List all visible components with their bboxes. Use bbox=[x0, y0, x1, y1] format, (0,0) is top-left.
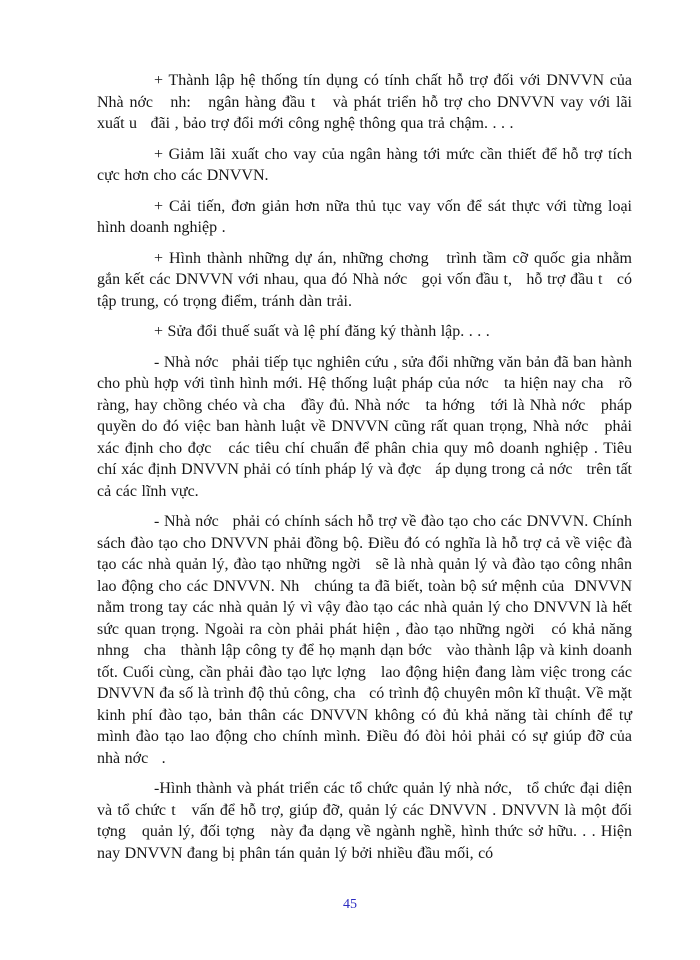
paragraph: + Thành lập hệ thống tín dụng có tính chất hỗ trợ đối với DNVVN của Nhà nớc nh: ngân hàng đầu t và phát triển hỗ trợ cho DNVVN vay với lãi xuất u đãi , bảo trợ đổi mới công nghệ thông qua trả chậm. . . . bbox=[97, 72, 637, 132]
page-number: 45 bbox=[343, 897, 357, 912]
paragraph: - Nhà nớc phải tiếp tục nghiên cứu , sửa đổi những văn bản đã ban hành cho phù hợp với tình hình mới. Hệ thống luật pháp của nớc ta hiện nay cha rõ ràng, hay chồng chéo và cha đầy đủ. Nhà nớc ta hớng tới là Nhà nớc pháp quyền do đó việc ban hành luật về DNVVN cũng rất quan trọng, Nhà nớc phải xác định cho đợc các tiêu chí chuẩn để phân chia quy mô doanh nghiệp . Tiêu chí xác định DNVVN phải có tính pháp lý và đợc áp dụng trong cả nớc trên tất cả các lĩnh vực. bbox=[97, 353, 637, 500]
paragraph: + Hình thành những dự án, những chơng trình tầm cỡ quốc gia nhằm gắn kết các DNVVN với nhau, qua đó Nhà nớc gọi vốn đầu t, hỗ trợ đầu t có tập trung, có trọng điểm, tránh dàn trải. bbox=[97, 249, 637, 310]
paragraph: + Sửa đổi thuế suất và lệ phí đăng ký thành lập. . . . bbox=[154, 323, 490, 340]
paragraph: + Giảm lãi xuất cho vay của ngân hàng tới mức cần thiết để hỗ trợ tích cực hơn cho các DNVVN. bbox=[97, 145, 637, 184]
paragraph: - Nhà nớc phải có chính sách hỗ trợ về đào tạo cho các DNVVN. Chính sách đào tạo cho DNVVN phải đồng bộ. Điều đó có nghĩa là hỗ trợ cả về việc đà tạo các nhà quản lý, đào tạo những ngời sẽ là nhà quản lý và đào tạo công nhân lao động cho các DNVVN. Nh chúng ta đã biết, toàn bộ sứ mệnh của DNVVN nằm trong tay các nhà quản lý vì vậy đào tạo các nhà quản lý cho DNVVN là hết sức quan trọng. Ngoài ra còn phải phát hiện , đào tạo những ngời có khả năng nhng cha thành lập công ty để họ mạnh dạn bớc vào thành lập và kinh doanh tốt. Cuối cùng, cần phải đào tạo lực lợng lao động hiện đang làm việc trong các DNVVN đa số là trình độ thủ công, cha có trình độ chuyên môn kĩ thuật. Về mặt kinh phí đào tạo, bản thân các DNVVN không có đủ khả năng tài chính để tự mình đào tạo lao động cho chính mình. Điều đó đòi hỏi phải có sự giúp đỡ của nhà nớc . bbox=[97, 513, 646, 767]
text-block bbox=[97, 70, 646, 873]
paragraph: + Cải tiến, đơn giản hơn nữa thủ tục vay vốn để sát thực với từng loại hình doanh nghiệp . bbox=[97, 197, 637, 236]
paragraph: -Hình thành và phát triển các tổ chức quản lý nhà nớc, tổ chức đại diện và tổ chức t vấn để hỗ trợ, giúp đỡ, quản lý các DNVVN . DNVVN là một đối tợng quản lý, đối tợng này đa dạng về ngành nghề, hình thức sở hữu. . . Hiện nay DNVVN đang bị phân tán quản lý bởi nhiều đầu mối, có bbox=[97, 780, 637, 862]
